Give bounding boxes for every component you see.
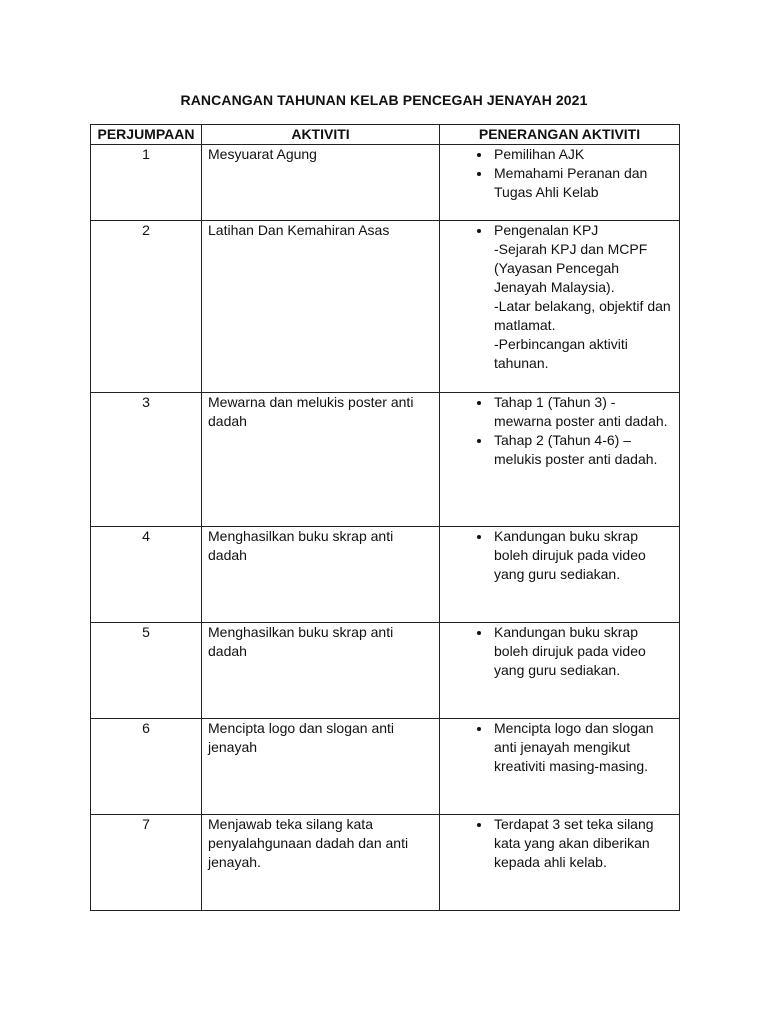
header-description: PENERANGAN AKTIVITI — [440, 125, 680, 145]
list-item: • Kandungan buku skrap boleh dirujuk pada video yang guru sediakan. — [492, 623, 673, 680]
description-list — [446, 393, 673, 469]
meeting-number: 5 — [91, 623, 202, 719]
description-cell — [440, 719, 680, 815]
table-row — [91, 623, 680, 719]
activity-cell: Mencipta logo dan slogan anti jenayah — [202, 719, 440, 815]
description-list — [446, 815, 673, 872]
activity-cell: Mewarna dan melukis poster anti dadah — [202, 393, 440, 527]
description-list — [446, 145, 673, 202]
sub-item: -Perbincangan aktiviti tahunan. — [494, 336, 628, 371]
description-cell — [440, 623, 680, 719]
header-meeting: PERJUMPAAN — [91, 125, 202, 145]
list-item: • Mencipta logo dan slogan anti jenayah mengikut kreativiti masing-masing. — [492, 719, 673, 776]
list-item: • Pemilihan AJK — [492, 145, 673, 164]
description-list — [446, 623, 673, 680]
header-activity: AKTIVITI — [202, 125, 440, 145]
meeting-number: 4 — [91, 527, 202, 623]
sub-item: -Sejarah KPJ dan MCPF (Yayasan Pencegah Jenayah Malaysia). — [494, 241, 648, 295]
meeting-number: 2 — [91, 221, 202, 393]
description-cell — [440, 393, 680, 527]
bullet-text: Pengenalan KPJ — [494, 222, 599, 238]
table-row — [91, 815, 680, 911]
activity-cell: Mesyuarat Agung — [202, 145, 440, 221]
meeting-number: 1 — [91, 145, 202, 221]
list-item: • Tahap 2 (Tahun 4-6) – melukis poster anti dadah. — [492, 431, 673, 469]
annual-plan-table — [90, 124, 680, 911]
meeting-number: 6 — [91, 719, 202, 815]
list-item: • Kandungan buku skrap boleh dirujuk pada video yang guru sediakan. — [492, 527, 673, 584]
description-list — [446, 527, 673, 584]
description-cell — [440, 221, 680, 393]
description-cell — [440, 815, 680, 911]
description-cell — [440, 145, 680, 221]
meeting-number: 7 — [91, 815, 202, 911]
table-row — [91, 145, 680, 221]
description-cell — [440, 527, 680, 623]
list-item: • Tahap 1 (Tahun 3) - mewarna poster anti dadah. — [492, 393, 673, 431]
activity-cell: Latihan Dan Kemahiran Asas — [202, 221, 440, 393]
activity-cell: Menjawab teka silang kata penyalahgunaan dadah dan anti jenayah. — [202, 815, 440, 911]
table-row — [91, 221, 680, 393]
description-list — [446, 719, 673, 776]
activity-cell: Menghasilkan buku skrap anti dadah — [202, 623, 440, 719]
list-item — [492, 221, 673, 373]
table-row — [91, 719, 680, 815]
list-item: • Memahami Peranan dan Tugas Ahli Kelab — [492, 164, 673, 202]
list-item: • Terdapat 3 set teka silang kata yang akan diberikan kepada ahli kelab. — [492, 815, 673, 872]
activity-cell: Menghasilkan buku skrap anti dadah — [202, 527, 440, 623]
table-header-row — [91, 125, 680, 145]
document-title: RANCANGAN TAHUNAN KELAB PENCEGAH JENAYAH 2021 — [180, 92, 588, 108]
meeting-number: 3 — [91, 393, 202, 527]
sub-item: -Latar belakang, objektif dan matlamat. — [494, 298, 671, 333]
description-list — [446, 221, 673, 373]
table-row — [91, 527, 680, 623]
table-row — [91, 393, 680, 527]
